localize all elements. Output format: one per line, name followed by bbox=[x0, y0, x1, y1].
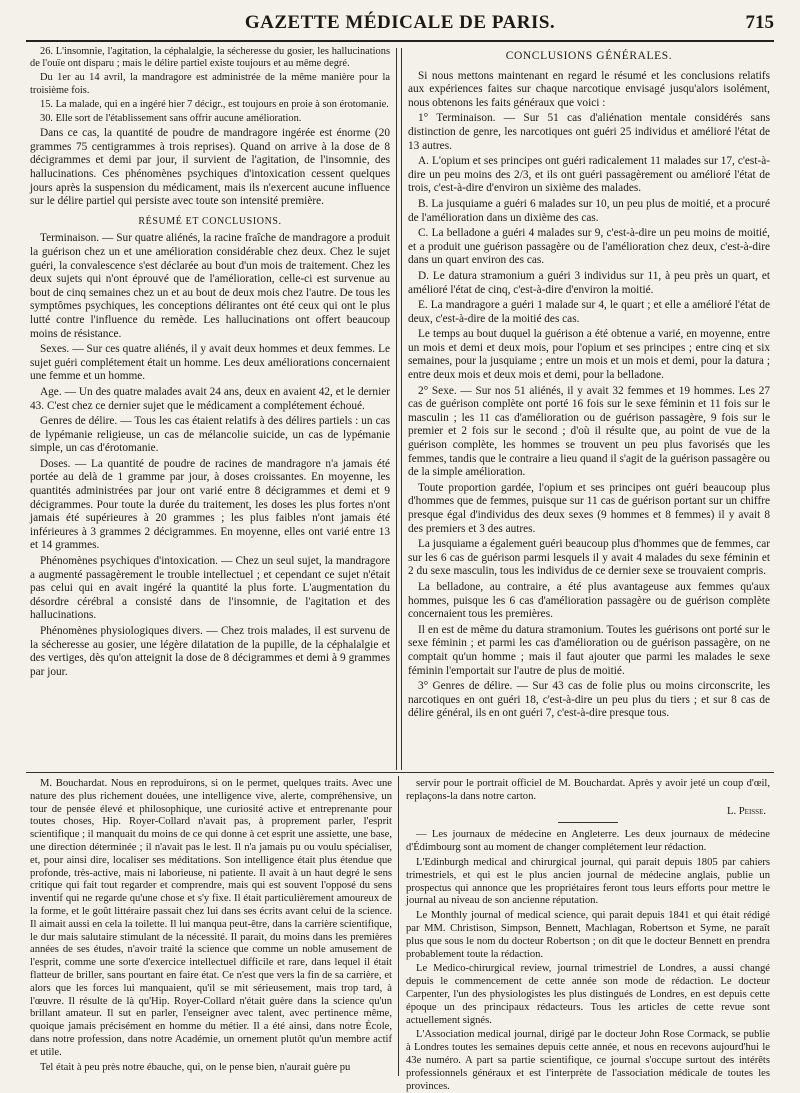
paragraph-mandragore: E. La mandragore a guéri 1 malade sur 4, le quart ; et elle a amélioré l'état de deux, c'est-à-dire de la moitié des cas. bbox=[408, 299, 770, 325]
paragraph-monthly: Le Monthly journal of medical science, qui parait depuis 1841 et qui était rédigé par MM. Christison, Simpson, Bennett, Machlagan, Robertson et Syme, ne paraît plus que sous le nom du docteur Robertson ; on dit que le docteur Bennett en prendra probablement toute la rédaction. bbox=[406, 910, 770, 960]
left-column bbox=[30, 46, 390, 766]
journal-title: GAZETTE MÉDICALE DE PARIS. bbox=[244, 12, 556, 33]
paragraph-terminaison: Terminaison. — Sur quatre aliénés, la racine fraîche de mandragore a produit la guérison chez un et une amélioration considérable chez deux. Chez le sujet guéri, la convalescence s'est déclarée au bout d'un mois de traitement. Chez les deux sujets qui n'ont éprouvé que de l'amélioration, celle-ci est survenue au bout de cinq semaines chez un et au bout de deux mois chez l'autre. De tous les symptômes psychiques, les conceptions délirantes ont été ceux qui ont le plus lutté contre l'influence du remède. Les hallucinations ont offert beaucoup moins de résistance. bbox=[30, 232, 390, 340]
section-rule bbox=[26, 772, 774, 773]
case-entry: 26. L'insomnie, l'agitation, la céphalalgie, la sécheresse du gosier, les hallucinations de l'ouïe ont disparu ; mais le délire partiel existe toujours et au même degré. bbox=[30, 46, 390, 70]
case-entry: 30. Elle sort de l'établissement sans offrir aucune amélioration. bbox=[40, 113, 302, 125]
case-entry: Du 1er au 14 avril, la mandragore est administrée de la même manière pour la troisième fois. bbox=[30, 72, 390, 96]
column-divider-double bbox=[401, 48, 402, 770]
section-heading-conclusions: CONCLUSIONS GÉNÉRALES. bbox=[505, 50, 673, 62]
paragraph-portrait: M. Bouchardat. Nous en reproduirons, si on le permet, quelques traits. Avec une nature des plus richement douées, une intelligence vive, alerte, compréhensive, un tour de pensée élevé et philosophique, une curiosité active et entreprenante pour toutes choses, Hip. Royer-Collard n'avait pas, à proprement parler, l'esprit scientifique ; il manquait du moins de ce qui donne à cet esprit une assiette, une base, une direction déterminée ; il n'avait pas le lest. Il n'a jamais pu ou voulu spécialiser, et, pour ainsi dire, localiser ses méditations. Son intelligence était plus étendue que profonde, très-active, mais ni laborieuse, ni patiente. Il avait à un haut degré le sens critique qui fait tout regarder et comprendre, mais qui est souvent l'opposé du sens inventif qui ne regarde qu'une chose et s'y fixe. Il était particulièrement amoureux de la forme, et le goût littéraire passait chez lui dans ses écrits avant celui de la science. Il aimait aussi en cela la toilette. Il lui manqua peut-être, dans la carrière scientifique, le dur mais salutaire stimulant de la nécessité. Il parait, du moins dans les premières années de ses études, n'avoir traité la science que comme un noble amusement de l'esprit, comme une sorte d'exercice intellectuel difficile et rare, dans lequel il était flatteur de briller, sans pourtant en faire état. Ce n'est que vers la fin de sa carrière, et alors que les forces lui manquaient, qu'il se mit sérieusement, mais trop tard, à l'œuvre. Il résulte de là qu'Hip. Royer-Collard n'était guère dans la science qu'un brillant amateur. Il sut en parler, l'enseigner avec talent, avec pertinence même, quoique jamais précisément en homme du métier. Il a été ainsi, dans notre École, dans notre profession, dans notre Académie, un ornement plutôt qu'un membre actif et utile. bbox=[30, 778, 392, 1058]
header-rule bbox=[26, 40, 774, 42]
paragraph-sexe: 2° Sexe. — Sur nos 51 aliénés, il y avait 32 femmes et 19 hommes. Les 27 cas de guérison complète ont porté 16 fois sur le sexe féminin et 11 fois sur le masculin ; les 11 cas d'amélioration ou de guérison passagère, 9 fois sur le premier et 2 fois sur le second ; d'où il résulte que, au point de vue de la guérison complète, les hommes se trouvent un peu plus favorisés que les femmes, tandis que le contraire a lieu quand il s'agit de la guérison passagère ou de la simple amélioration. bbox=[408, 384, 770, 479]
right-column bbox=[408, 46, 770, 766]
paragraph-doses: Doses. — La quantité de poudre de racines de mandragore n'a jamais été portée au delà de 1 gramme par jour, à doses croissantes. En moyenne, les quantités administrées par jour ont varié entre 8 décigrammes et demi et 9 décigrammes. Pour toute la durée du traitement, les doses les plus fortes n'ont jamais été supérieures à 20 grammes ; les plus faibles n'ont jamais été inférieures à 3 grammes 2 décigrammes. En moyenne, elles ont varié entre 13 et 14 grammes. bbox=[30, 457, 390, 552]
feuilleton-divider bbox=[398, 776, 399, 1076]
paragraph-genres-delire: 3° Genres de délire. — Sur 43 cas de folie plus ou moins circonscrite, les narcotiques en ont guéri 18, c'est-à-dire un peu plus du tiers ; et sur 8 cas de délire général, ils en ont guéri 7, c'est-à-dire presque tous. bbox=[408, 680, 770, 720]
separator-rule bbox=[558, 822, 618, 823]
paragraph-stramonium: Il en est de même du datura stramonium. Toutes les guérisons ont porté sur le sexe féminin ; et parmi les cas d'amélioration ou de guérison passagère, on ne comptait qu'un homme ; mais il faut ajouter que parmi les malades le sexe féminin l'emportait sur l'autre de plus de moitié. bbox=[408, 623, 770, 677]
bottom-left-column bbox=[30, 778, 392, 1084]
section-heading-resume: RÉSUMÉ ET CONCLUSIONS. bbox=[138, 215, 282, 227]
paragraph-psychiques: Phénomènes psychiques d'intoxication. — Chez un seul sujet, la mandragore a augmenté passagèrement le trouble intellectuel ; et cependant ce sujet n'était pas celui qui en avait ingéré la quantité la plus forte. L'augmentation du désordre cérébral a consisté dans de l'insomnie, de l'agitation et des hallucinations. bbox=[30, 555, 390, 622]
case-entry: 15. La malade, qui en a ingéré hier 7 décigr., est toujours en proie à son érotomanie. bbox=[40, 98, 389, 110]
author-signature: L. Peisse. bbox=[727, 805, 766, 817]
column-divider bbox=[396, 48, 397, 770]
paragraph-ebauche: Tel était à peu près notre ébauche, qui, on le pense bien, n'aurait guère pu bbox=[40, 1061, 351, 1073]
paragraph-datura: D. Le datura stramonium a guéri 3 individus sur 11, à peu près un quart, et amélioré l'état de cinq, c'est-à-dire d'environ la moitié. bbox=[408, 269, 770, 296]
paragraph-association: L'Association medical journal, dirigé par le docteur John Rose Cormack, se publie à Londres toutes les semaines depuis cette année, et nous en recevons aujourd'hui le 43e numéro. A part sa partie scientifique, ce journal s'occupe surtout des intérêts professionnels généraux et est l'interprète de l'association médicale de toutes les provinces. bbox=[406, 1029, 770, 1092]
paragraph-intro: Si nous mettons maintenant en regard le résumé et les conclusions relatifs aux expériences faites sur chaque narcotique envisagé jusqu'alors isolément, nous obtenons les faits généraux que voici : bbox=[408, 69, 770, 109]
paragraph-proportion: Toute proportion gardée, l'opium et ses principes ont guéri beaucoup plus d'hommes que de femmes, puisque sur 11 cas de guérison portant sur un chiffre presque égal d'individus des deux sexes (9 hommes et 8 femmes) il y avait 8 des premiers et 3 des autres. bbox=[408, 481, 770, 535]
paragraph-jusquiame: B. La jusquiame a guéri 6 malades sur 10, un peu plus de moitié, et a procuré de l'amélioration dans un dixième des cas. bbox=[408, 197, 770, 224]
paragraph-medico-chirurgical: Le Medico-chirurgical review, journal trimestriel de Londres, a aussi changé depuis le commencement de cette année son mode de rédaction. Le docteur Carpenter, l'un des physiologistes les plus distingués de Londres, en est depuis cette époque un des principaux rédacteurs. Tous les articles de cette revue sont actuellement signés. bbox=[406, 963, 770, 1026]
paragraph-genres: Genres de délire. — Tous les cas étaient relatifs à des délires partiels : un cas de lypémanie religieuse, un cas de mélancolie suicide, un cas de lypémanie simple, un cas d'érotomanie. bbox=[30, 415, 390, 455]
paragraph-jusquiame-sexe: La jusquiame a également guéri beaucoup plus d'hommes que de femmes, car sur les 6 cas de guérison parmi lesquels il y avait 4 malades du sexe féminin et 2 du sexe masculin, tous les individus de ce dernier sexe se trouvaient compris. bbox=[408, 538, 770, 578]
paragraph-journaux: — Les journaux de médecine en Angleterre. Les deux journaux de médecine d'Édimbourg sont au moment de changer complétement leur rédaction. bbox=[406, 829, 770, 854]
paragraph-belladone: C. La belladone a guéri 4 malades sur 9, c'est-à-dire un peu moins de moitié, et a produit une guérison passagère ou de l'amélioration chez deux, c'est-à-dire dans un quart environ des cas. bbox=[408, 227, 770, 267]
paragraph-age: Age. — Un des quatre malades avait 24 ans, deux en avaient 42, et le dernier 43. C'est chez ce dernier sujet que le médicament a complétement échoué. bbox=[30, 385, 390, 412]
paragraph-intro: Dans ce cas, la quantité de poudre de mandragore ingérée est énorme (20 grammes 75 centigrammes à trois reprises). Quand on arrive à la dose de 8 décigrammes et demi par jour, il survient de l'agitation, de l'insomnie, des hallucinations. Ces phénomènes psychiques d'intoxication cessent quelques jours après la suspension du médicament, mais ils n'exercent aucune influence sur le délire partiel qui persiste avec toute son intensité première. bbox=[30, 127, 390, 208]
paragraph-opium: A. L'opium et ses principes ont guéri radicalement 11 malades sur 17, c'est-à-dire un peu moins des 2/3, et ils ont guéri passagèrement ou amélioré l'état de trois, c'est-à-dire d'environ un sixième des malades. bbox=[408, 155, 770, 195]
paragraph-belladone-sexe: La belladone, au contraire, a été plus avantageuse aux femmes qu'aux hommes, puisque les 6 cas d'amélioration passagère ou de guérison complète concernaient tous les premières. bbox=[408, 580, 770, 621]
page-header bbox=[26, 12, 774, 38]
paragraph-temps: Le temps au bout duquel la guérison a été obtenue a varié, en moyenne, entre un mois et demi et deux mois, pour l'opium et ses principes ; entre cinq et six semaines, pour la jusquiame ; entre un mois et un mois et demi, pour la datura ; entre deux mois et deux mois et demi, pour la belladone. bbox=[408, 328, 770, 382]
page-number: 715 bbox=[745, 12, 774, 33]
paragraph-physiologiques: Phénomènes physiologiques divers. — Chez trois malades, il est survenu de la sécheresse au gosier, une légère dilatation de la pupille, de la céphalalgie et des vertiges, dès qu'on atteignit la dose de 8 décigrammes et demi à 9 grammes par jour. bbox=[30, 625, 390, 678]
paragraph-continuation: servir pour le portrait officiel de M. Bouchardat. Après y avoir jeté un coup d'œil, replaçons-la dans notre carton. bbox=[406, 778, 770, 802]
bottom-right-column bbox=[406, 778, 770, 1092]
paragraph-sexes: Sexes. — Sur ces quatre aliénés, il y avait deux hommes et deux femmes. Le sujet guéri complétement était un homme. Les deux améliorations concernaient une femme et un homme. bbox=[30, 343, 390, 383]
paragraph-edinburgh: L'Edinburgh medical and chirurgical journal, qui parait depuis 1805 par cahiers trimestriels, et qui est le plus ancien journal de médecine anglais, publie un prospectus qui annonce que les propriétaires feront tous leurs efforts pour mettre le journal au niveau de son ancienne réputation. bbox=[406, 856, 770, 907]
paragraph-terminaison: 1° Terminaison. — Sur 51 cas d'aliénation mentale considérés sans distinction de genre, les narcotiques ont guéri 25 individus et amélioré l'état de 13 autres. bbox=[408, 112, 770, 152]
